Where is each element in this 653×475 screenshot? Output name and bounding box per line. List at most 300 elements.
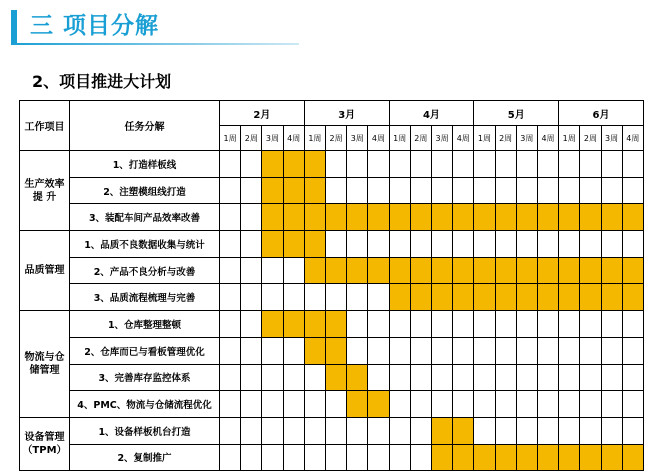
week-header: 4周 [537,126,558,151]
schedule-cell [474,177,495,204]
schedule-cell [241,391,262,418]
schedule-cell-active [580,257,601,284]
task-label: 1、品质不良数据收集与统计 [70,231,220,258]
schedule-cell [347,151,368,178]
schedule-cell-active [453,417,474,444]
schedule-cell [262,284,283,311]
week-header: 2周 [580,126,601,151]
schedule-cell [622,231,643,258]
schedule-cell [559,391,580,418]
schedule-cell [601,231,622,258]
schedule-cell [622,177,643,204]
schedule-cell [389,231,410,258]
schedule-cell [220,177,241,204]
schedule-cell-active [283,311,304,338]
schedule-cell-active [453,284,474,311]
week-header: 4周 [453,126,474,151]
schedule-cell [537,364,558,391]
schedule-cell [474,364,495,391]
schedule-cell [537,391,558,418]
task-label: 3、完善库存监控体系 [70,364,220,391]
schedule-cell [368,177,389,204]
week-header: 3周 [431,126,452,151]
schedule-cell [368,364,389,391]
week-header: 4周 [283,126,304,151]
task-label: 2、注塑模组线打造 [70,177,220,204]
task-row [20,337,644,364]
schedule-cell [368,151,389,178]
category-cell: 设备管理 （TPM） [20,417,70,470]
task-label: 2、仓库而已与看板管理优化 [70,337,220,364]
schedule-cell [241,417,262,444]
schedule-cell-active [389,284,410,311]
schedule-cell [474,151,495,178]
schedule-cell [220,311,241,338]
schedule-cell [389,311,410,338]
schedule-cell [537,231,558,258]
week-header: 1周 [220,126,241,151]
schedule-cell-active [601,204,622,231]
schedule-cell [241,364,262,391]
schedule-cell [220,337,241,364]
schedule-cell [283,364,304,391]
schedule-cell-active [495,204,516,231]
task-row [20,417,644,444]
week-header: 3周 [601,126,622,151]
schedule-cell-active [453,204,474,231]
schedule-cell [580,337,601,364]
schedule-cell [453,337,474,364]
schedule-cell [622,311,643,338]
schedule-cell [283,337,304,364]
schedule-cell [241,337,262,364]
schedule-cell [622,391,643,418]
schedule-cell-active [262,151,283,178]
task-row [20,257,644,284]
schedule-cell-active [304,257,325,284]
schedule-cell [601,391,622,418]
schedule-cell-active [580,444,601,471]
schedule-cell [537,311,558,338]
page-title: 三 项目分解 [30,13,160,39]
schedule-cell-active [347,364,368,391]
schedule-cell [283,257,304,284]
schedule-cell [410,311,431,338]
schedule-cell [325,151,346,178]
schedule-cell [347,417,368,444]
schedule-cell [622,364,643,391]
month-header: 5月 [474,101,559,126]
schedule-cell [241,204,262,231]
schedule-cell-active [474,257,495,284]
schedule-cell-active [283,177,304,204]
month-header: 4月 [389,101,474,126]
schedule-cell [220,151,241,178]
schedule-cell [220,284,241,311]
schedule-cell [495,337,516,364]
schedule-cell-active [601,257,622,284]
task-row [20,444,644,471]
schedule-cell [431,151,452,178]
col-header-task: 任务分解 [70,101,220,151]
schedule-cell-active [262,311,283,338]
category-cell: 品质管理 [20,231,70,311]
schedule-cell [262,417,283,444]
schedule-cell-active [495,284,516,311]
schedule-cell-active [347,257,368,284]
schedule-cell [453,231,474,258]
schedule-cell [580,417,601,444]
schedule-cell [283,391,304,418]
schedule-cell-active [559,284,580,311]
schedule-cell [622,337,643,364]
schedule-cell [410,417,431,444]
schedule-cell-active [262,177,283,204]
schedule-cell [283,444,304,471]
month-header: 3月 [304,101,389,126]
schedule-cell [325,417,346,444]
schedule-cell [495,417,516,444]
schedule-cell [580,151,601,178]
week-header: 3周 [347,126,368,151]
schedule-cell-active [389,257,410,284]
schedule-cell-active [410,284,431,311]
schedule-cell-active [537,444,558,471]
task-row [20,151,644,178]
schedule-cell [368,417,389,444]
schedule-cell [347,444,368,471]
schedule-cell [262,444,283,471]
section-subtitle: 2、项目推进大计划 [32,72,172,91]
schedule-cell-active [283,231,304,258]
week-header: 4周 [622,126,643,151]
schedule-cell [431,177,452,204]
schedule-cell [495,151,516,178]
week-header: 1周 [389,126,410,151]
schedule-cell [537,337,558,364]
schedule-cell [241,231,262,258]
task-row [20,177,644,204]
schedule-cell [453,151,474,178]
schedule-cell [389,417,410,444]
schedule-cell [431,364,452,391]
schedule-cell [431,311,452,338]
schedule-cell-active [304,204,325,231]
task-label: 4、PMC、物流与仓储流程优化 [70,391,220,418]
schedule-cell-active [622,284,643,311]
schedule-cell-active [325,311,346,338]
schedule-cell [601,417,622,444]
week-header: 1周 [304,126,325,151]
schedule-cell-active [495,257,516,284]
schedule-cell [516,417,537,444]
schedule-cell-active [431,284,452,311]
schedule-cell-active [304,311,325,338]
schedule-cell-active [431,417,452,444]
schedule-cell [495,311,516,338]
schedule-cell-active [559,204,580,231]
schedule-cell [580,391,601,418]
schedule-cell [325,231,346,258]
schedule-cell [601,337,622,364]
schedule-cell-active [559,444,580,471]
schedule-cell-active [537,204,558,231]
schedule-cell [262,364,283,391]
schedule-cell [453,311,474,338]
schedule-cell [241,311,262,338]
schedule-cell [495,391,516,418]
schedule-cell [347,337,368,364]
schedule-cell [241,444,262,471]
schedule-cell [325,177,346,204]
schedule-cell [347,311,368,338]
task-label: 1、设备样板机台打造 [70,417,220,444]
schedule-cell [580,231,601,258]
schedule-cell [241,177,262,204]
schedule-cell [347,177,368,204]
schedule-cell [622,151,643,178]
schedule-cell [347,231,368,258]
schedule-cell [410,337,431,364]
schedule-cell [304,391,325,418]
schedule-cell-active [304,151,325,178]
schedule-cell-active [537,284,558,311]
schedule-cell [580,311,601,338]
schedule-cell [601,151,622,178]
schedule-cell [516,391,537,418]
schedule-cell [580,177,601,204]
schedule-cell [304,417,325,444]
week-header: 2周 [410,126,431,151]
task-label: 2、产品不良分析与改善 [70,257,220,284]
schedule-cell-active [474,204,495,231]
schedule-cell [516,364,537,391]
schedule-cell-active [325,204,346,231]
schedule-cell [283,284,304,311]
task-label: 3、品质流程梳理与完善 [70,284,220,311]
week-header: 2周 [241,126,262,151]
schedule-cell [389,337,410,364]
schedule-cell [516,231,537,258]
month-header-row [20,101,644,126]
title-underline [11,43,299,45]
col-header-category: 工作项目 [20,101,70,151]
schedule-cell-active [368,257,389,284]
schedule-cell [516,177,537,204]
schedule-cell [410,391,431,418]
schedule-cell [220,257,241,284]
schedule-cell-active [347,204,368,231]
schedule-cell [304,364,325,391]
schedule-cell-active [516,284,537,311]
schedule-cell [559,337,580,364]
week-header: 1周 [559,126,580,151]
schedule-cell-active [537,257,558,284]
schedule-cell-active [453,257,474,284]
schedule-cell [474,391,495,418]
schedule-cell [410,151,431,178]
month-header: 2月 [220,101,305,126]
schedule-cell [368,284,389,311]
week-header: 2周 [325,126,346,151]
schedule-cell-active [389,204,410,231]
schedule-cell [453,177,474,204]
schedule-cell-active [325,257,346,284]
month-header: 6月 [559,101,644,126]
task-label: 2、复制推广 [70,444,220,471]
schedule-cell [622,417,643,444]
schedule-cell-active [601,284,622,311]
schedule-cell [516,151,537,178]
schedule-cell-active [325,337,346,364]
schedule-cell [410,364,431,391]
schedule-cell-active [622,204,643,231]
schedule-cell [368,444,389,471]
schedule-cell-active [410,257,431,284]
schedule-cell [241,284,262,311]
task-row [20,204,644,231]
schedule-cell [304,444,325,471]
schedule-cell-active [474,444,495,471]
week-header: 3周 [516,126,537,151]
schedule-cell [262,337,283,364]
schedule-cell [220,231,241,258]
schedule-cell [601,177,622,204]
schedule-cell-active [516,257,537,284]
schedule-cell [559,151,580,178]
schedule-cell-active [516,204,537,231]
schedule-cell [325,284,346,311]
schedule-cell-active [431,444,452,471]
week-header: 3周 [262,126,283,151]
plan-body [20,151,644,471]
week-header: 1周 [474,126,495,151]
schedule-cell [474,337,495,364]
schedule-cell [410,177,431,204]
schedule-cell-active [474,284,495,311]
schedule-cell [580,364,601,391]
schedule-cell-active [601,444,622,471]
schedule-cell-active [431,204,452,231]
schedule-cell-active [453,444,474,471]
schedule-cell [559,231,580,258]
schedule-cell [220,444,241,471]
schedule-cell [537,151,558,178]
schedule-cell [325,391,346,418]
title-accent-bar [11,10,17,44]
schedule-cell [495,177,516,204]
schedule-cell [537,417,558,444]
schedule-cell [220,417,241,444]
project-plan-table [19,100,644,471]
task-label: 1、打造样板线 [70,151,220,178]
schedule-cell [389,151,410,178]
schedule-cell-active [304,337,325,364]
schedule-cell [283,417,304,444]
schedule-cell [601,311,622,338]
task-label: 3、装配车间产品效率改善 [70,204,220,231]
category-cell: 物流与仓 储管理 [20,311,70,418]
schedule-cell [389,177,410,204]
schedule-cell [410,231,431,258]
schedule-cell [389,364,410,391]
schedule-cell [368,337,389,364]
schedule-cell-active [304,231,325,258]
schedule-cell-active [262,204,283,231]
schedule-cell [431,231,452,258]
schedule-cell-active [410,204,431,231]
schedule-cell [431,337,452,364]
schedule-cell [241,151,262,178]
schedule-cell-active [622,444,643,471]
week-header: 4周 [368,126,389,151]
schedule-cell [389,444,410,471]
category-cell: 生产效率 提 升 [20,151,70,231]
task-row [20,311,644,338]
schedule-cell [431,391,452,418]
schedule-cell-active [431,257,452,284]
schedule-cell [537,177,558,204]
schedule-cell-active [516,444,537,471]
task-label: 1、仓库整理整顿 [70,311,220,338]
schedule-cell-active [262,231,283,258]
schedule-cell-active [559,257,580,284]
schedule-cell-active [283,204,304,231]
schedule-cell-active [283,151,304,178]
schedule-cell [453,364,474,391]
schedule-cell-active [622,257,643,284]
schedule-cell [559,417,580,444]
schedule-cell-active [325,364,346,391]
schedule-cell [389,391,410,418]
schedule-cell [601,364,622,391]
task-row [20,391,644,418]
task-row [20,231,644,258]
schedule-cell [559,364,580,391]
schedule-cell [368,311,389,338]
schedule-cell [516,311,537,338]
schedule-cell [220,391,241,418]
schedule-cell [325,444,346,471]
schedule-cell [474,417,495,444]
task-row [20,364,644,391]
schedule-cell-active [368,204,389,231]
schedule-cell-active [580,284,601,311]
schedule-cell [262,391,283,418]
schedule-cell [241,257,262,284]
schedule-cell-active [304,177,325,204]
schedule-cell [559,177,580,204]
schedule-cell [559,311,580,338]
schedule-cell [368,231,389,258]
schedule-cell-active [580,204,601,231]
schedule-cell [516,337,537,364]
schedule-cell [220,364,241,391]
schedule-cell [453,391,474,418]
week-header: 2周 [495,126,516,151]
schedule-cell-active [347,391,368,418]
schedule-cell-active [368,391,389,418]
schedule-cell [474,231,495,258]
schedule-cell [474,311,495,338]
schedule-cell [304,284,325,311]
schedule-cell [220,204,241,231]
schedule-cell [347,284,368,311]
schedule-cell-active [495,444,516,471]
schedule-cell [262,257,283,284]
schedule-cell [495,231,516,258]
schedule-cell [495,364,516,391]
